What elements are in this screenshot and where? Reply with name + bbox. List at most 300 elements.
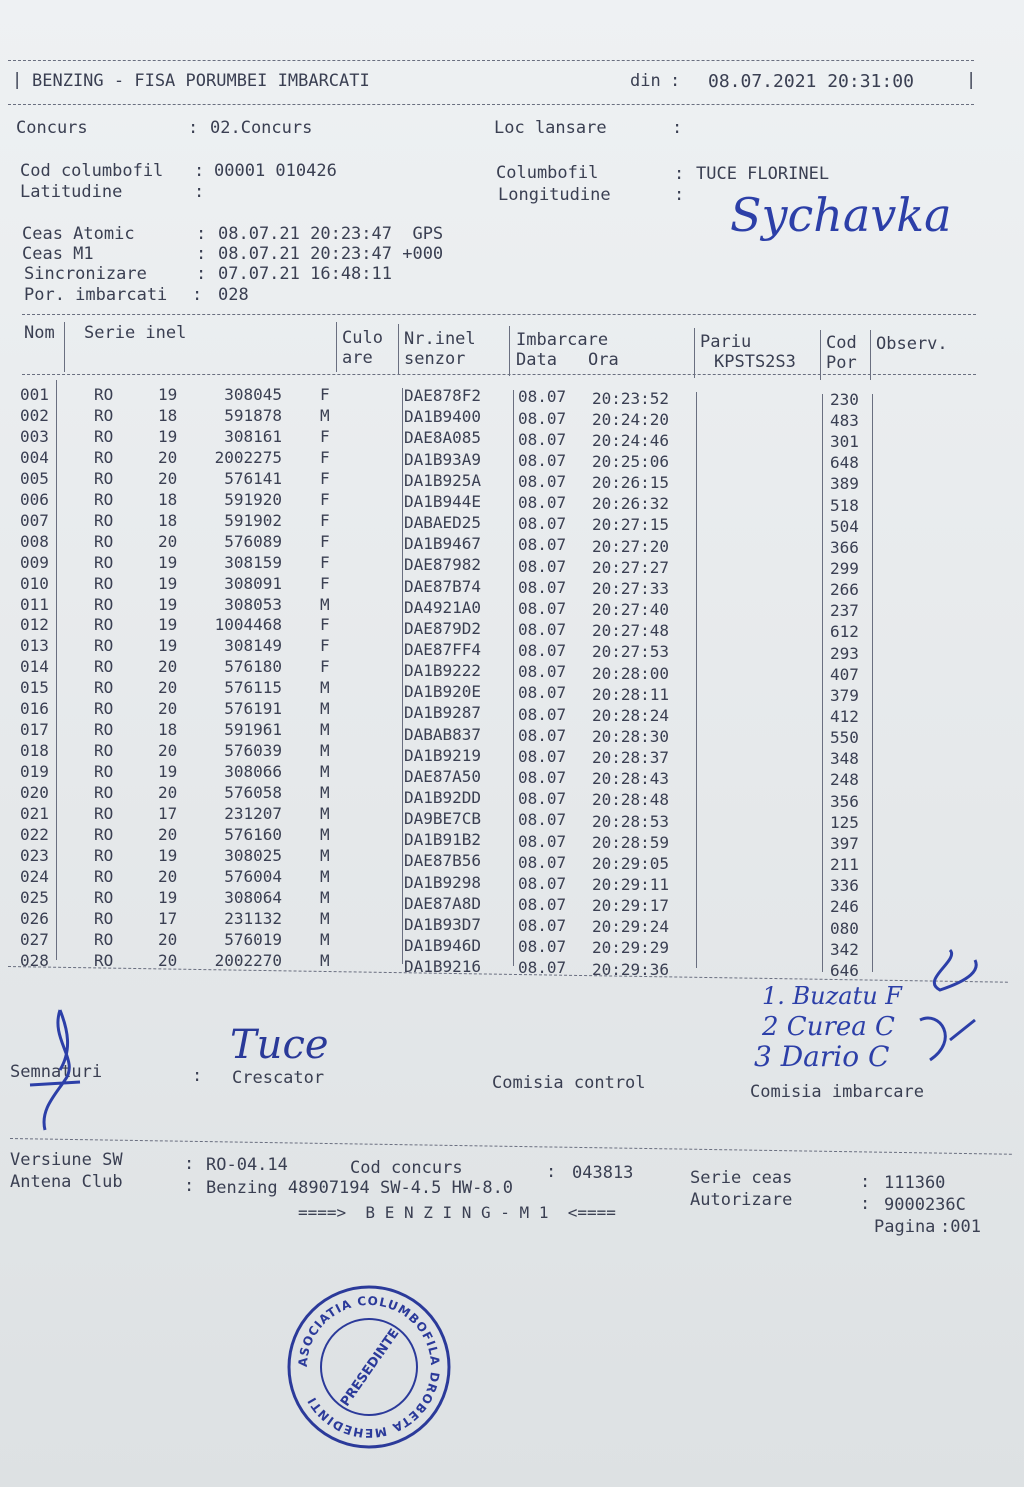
serie-ceas-colon: : <box>860 1172 871 1192</box>
cell-senzor: DA1B93A9 <box>404 449 482 469</box>
cell-an: 18 <box>158 720 178 740</box>
cell-nr: 576191 <box>224 699 282 719</box>
cell-data: 08.07 <box>518 746 567 766</box>
cell-an: 18 <box>158 405 178 425</box>
col-header-imbarcare: Imbarcare <box>516 330 609 350</box>
cell-sex: M <box>320 783 330 803</box>
por-imbarcati-value: 028 <box>218 285 249 305</box>
cell-an: 19 <box>158 573 178 593</box>
cell-senzor: DABAED25 <box>404 513 482 533</box>
cell-data: 08.07 <box>518 937 567 957</box>
cell-nr: 591961 <box>224 720 282 740</box>
longitudine-label: Longitudine <box>498 185 611 205</box>
handwritten-committee-2: 2 Curea C <box>762 1012 895 1042</box>
cell-data: 08.07 <box>518 894 567 914</box>
cell-an: 19 <box>158 887 178 907</box>
cell-senzor: DA1B91B2 <box>404 830 482 850</box>
cell-an: 17 <box>158 804 178 823</box>
sincronizare-label: Sincronizare <box>24 264 147 284</box>
col-sep <box>820 330 821 380</box>
cell-sex: M <box>320 866 330 886</box>
por-imbarcati-label: Por. imbarcati <box>24 285 168 305</box>
cell-ora: 20:28:48 <box>592 790 670 810</box>
cell-sex: M <box>320 845 330 865</box>
cell-nom: 003 <box>20 426 49 446</box>
por-imbarcati-colon: : <box>192 285 203 305</box>
cell-cod: 407 <box>830 664 859 684</box>
cell-an: 20 <box>158 468 178 488</box>
cell-data: 08.07 <box>518 387 567 407</box>
cell-an: 19 <box>158 615 178 635</box>
cell-nom: 017 <box>20 720 49 740</box>
versiune-value: RO-04.14 <box>206 1155 288 1175</box>
cell-cod: 248 <box>830 770 859 790</box>
cell-an: 20 <box>158 657 178 677</box>
table-row <box>0 695 1000 727</box>
cell-nr: 2002275 <box>214 447 282 467</box>
cell-nom: 024 <box>20 866 49 886</box>
cod-concurs-colon: : <box>546 1162 557 1182</box>
cell-data: 08.07 <box>518 535 567 555</box>
cell-senzor: DAE878F2 <box>404 386 482 406</box>
cell-nr: 308066 <box>224 762 282 782</box>
antena-value: Benzing 48907194 SW-4.5 HW-8.0 <box>206 1178 514 1198</box>
cod-concurs-value: 043813 <box>572 1163 634 1183</box>
cell-an: 20 <box>158 699 178 719</box>
cell-cod: 266 <box>830 580 859 600</box>
cell-nom: 007 <box>20 510 49 530</box>
cell-cod: 483 <box>830 410 859 430</box>
cell-data: 08.07 <box>518 831 567 851</box>
cell-sex: F <box>320 552 330 572</box>
cell-ora: 20:29:05 <box>592 853 670 873</box>
cell-nr: 308025 <box>224 845 282 865</box>
concurs-label: Concurs <box>16 118 88 138</box>
ceas-m1-label: Ceas M1 <box>22 244 94 264</box>
cell-an: 20 <box>158 741 178 761</box>
cell-an: 20 <box>158 678 178 698</box>
cell-senzor: DA1B944E <box>404 491 482 511</box>
cell-sex: M <box>320 887 330 907</box>
cell-ora: 20:29:36 <box>592 959 670 979</box>
cell-senzor: DA1B9298 <box>404 872 482 892</box>
cell-cod: 504 <box>830 516 859 536</box>
loc-lansare-label: Loc lansare <box>494 118 607 138</box>
cell-sex: M <box>320 950 330 970</box>
cell-nom: 027 <box>20 929 49 949</box>
cell-cod: 366 <box>830 537 859 557</box>
cell-tara: RO <box>94 824 114 844</box>
table-row <box>0 508 1000 536</box>
report-date-value: 08.07.2021 20:31:00 <box>708 71 914 92</box>
cell-tara: RO <box>94 887 114 907</box>
cell-nr: 576019 <box>224 929 282 949</box>
cell-data: 08.07 <box>518 577 567 597</box>
cell-data: 08.07 <box>518 662 567 682</box>
cell-senzor: DAE87A8D <box>404 893 482 913</box>
cell-tara: RO <box>94 385 114 404</box>
cell-data: 08.07 <box>518 873 567 893</box>
cell-an: 19 <box>158 594 178 614</box>
cell-cod: 348 <box>830 749 859 769</box>
cell-ora: 20:26:15 <box>592 473 670 493</box>
cell-nom: 018 <box>20 741 49 761</box>
cell-ora: 20:27:20 <box>592 536 670 556</box>
cell-sex: F <box>320 426 330 446</box>
longitudine-colon: : <box>674 185 685 205</box>
cell-tara: RO <box>94 510 114 530</box>
cell-tara: RO <box>94 468 114 488</box>
cell-ora: 20:28:30 <box>592 726 670 746</box>
pagina-value: :001 <box>940 1217 981 1237</box>
cell-an: 20 <box>158 929 178 949</box>
table-row <box>0 902 1000 938</box>
cell-data: 08.07 <box>518 704 567 724</box>
cell-ora: 20:28:00 <box>592 663 670 683</box>
table-row <box>0 777 1000 811</box>
columbofil-colon: : <box>674 164 685 184</box>
cell-senzor: DAE8A085 <box>404 428 482 448</box>
cell-nom: 010 <box>20 573 49 593</box>
cell-nom: 002 <box>20 405 49 425</box>
cell-nom: 001 <box>20 385 49 404</box>
table-row <box>0 922 1000 959</box>
concurs-colon: : <box>188 118 199 138</box>
cell-tara: RO <box>94 447 114 467</box>
crescator-label: Crescator <box>232 1068 325 1088</box>
header-bottom-rule <box>8 104 974 105</box>
cell-ora: 20:24:46 <box>592 430 670 450</box>
cell-senzor: DABAB837 <box>404 724 482 744</box>
cell-data: 08.07 <box>518 408 567 428</box>
report-title: BENZING - FISA PORUMBEI IMBARCATI <box>32 71 370 91</box>
signature-scribble-left <box>20 1000 100 1140</box>
cell-nr: 231132 <box>224 908 282 928</box>
cell-cod: 342 <box>830 939 859 959</box>
table-row <box>0 839 1000 875</box>
semnaturi-label: Semnaturi <box>10 1062 103 1082</box>
stamp-center-text: PRESEDINTE <box>338 1326 403 1410</box>
col-header-ora: Ora <box>588 350 619 370</box>
table-row <box>0 488 1000 515</box>
cell-an: 19 <box>158 636 178 656</box>
cell-an: 19 <box>158 845 178 865</box>
cell-senzor: DAE87B74 <box>404 576 482 596</box>
cod-columbofil-label: Cod columbofil <box>20 161 164 181</box>
cell-data: 08.07 <box>518 683 567 703</box>
cell-data: 08.07 <box>518 556 567 576</box>
cell-nom: 028 <box>20 950 49 970</box>
sincronizare-colon: : <box>196 264 207 284</box>
cell-ora: 20:27:27 <box>592 557 670 577</box>
signature-scribble-right <box>880 940 990 1080</box>
cell-nom: 004 <box>20 447 49 467</box>
cell-data: 08.07 <box>518 725 567 745</box>
col-header-culoare: Culo <box>342 328 383 348</box>
cell-senzor: DA1B9219 <box>404 745 482 765</box>
cell-tara: RO <box>94 573 114 593</box>
cell-nom: 015 <box>20 678 49 698</box>
col-sep <box>398 324 399 374</box>
cell-sex: M <box>320 804 330 823</box>
cell-cod: 299 <box>830 558 859 578</box>
stamp-outer-text: ASOCIATIA COLUMBOFILA DROBETA MEHEDINTI <box>295 1293 443 1441</box>
ceas-atomic-value: 08.07.21 20:23:47 GPS <box>218 224 444 244</box>
cell-sex: M <box>320 929 330 949</box>
cell-sex: F <box>320 385 330 404</box>
cell-nom: 023 <box>20 845 49 865</box>
table-row <box>0 529 1000 557</box>
cell-ora: 20:27:33 <box>592 578 670 598</box>
cell-senzor: DAE87B56 <box>404 851 482 871</box>
cell-ora: 20:28:11 <box>592 684 670 704</box>
cell-nom: 025 <box>20 887 49 907</box>
cell-tara: RO <box>94 866 114 886</box>
cell-sex: F <box>320 489 330 509</box>
cell-cod: 412 <box>830 707 859 727</box>
col-header-culoare-2: are <box>342 348 373 368</box>
cell-senzor: DAE87982 <box>404 555 482 575</box>
table-row <box>0 632 1000 663</box>
cell-data: 08.07 <box>518 852 567 872</box>
table-row <box>0 819 1000 853</box>
col-header-data: Data <box>516 350 557 370</box>
cell-nom: 026 <box>20 908 49 928</box>
col-header-nr-inel: Nr.inel <box>404 329 476 349</box>
cell-sex: F <box>320 447 330 467</box>
cell-data: 08.07 <box>518 810 567 830</box>
cell-ora: 20:29:17 <box>592 896 670 916</box>
table-header-rule <box>22 374 976 375</box>
cell-tara: RO <box>94 908 114 928</box>
loc-lansare-colon: : <box>672 118 683 138</box>
cell-an: 20 <box>158 950 178 970</box>
col-header-kpsts: KPSTS2S3 <box>714 352 796 372</box>
cell-nr: 591878 <box>224 405 282 425</box>
cell-nr: 591902 <box>224 510 282 530</box>
table-row <box>0 943 1000 980</box>
header-left-bar: | <box>12 70 23 90</box>
cell-data: 08.07 <box>518 598 567 618</box>
cell-an: 19 <box>158 385 178 404</box>
table-row <box>0 881 1000 917</box>
cell-data: 08.07 <box>518 514 567 534</box>
cell-ora: 20:28:43 <box>592 769 670 789</box>
cell-nom: 008 <box>20 531 49 551</box>
cell-senzor: DAE87FF4 <box>404 639 482 659</box>
col-sep <box>509 326 510 376</box>
cell-senzor: DA1B93D7 <box>404 914 482 934</box>
cell-cod: 125 <box>830 812 859 832</box>
table-row <box>0 860 1000 896</box>
cell-ora: 20:27:48 <box>592 621 670 641</box>
concurs-value: 02.Concurs <box>210 118 313 138</box>
cell-tara: RO <box>94 657 114 677</box>
cell-ora: 20:28:37 <box>592 748 670 768</box>
ceas-atomic-label: Ceas Atomic <box>22 224 135 244</box>
cell-sex: F <box>320 657 330 677</box>
cell-nr: 591920 <box>224 489 282 509</box>
cell-sex: M <box>320 741 330 761</box>
cell-sex: M <box>320 720 330 740</box>
cell-cod: 246 <box>830 897 859 917</box>
cell-an: 17 <box>158 908 178 928</box>
cell-nr: 308045 <box>224 385 282 404</box>
cell-tara: RO <box>94 531 114 551</box>
cell-nr: 576180 <box>224 657 282 677</box>
header-top-rule <box>8 60 974 61</box>
cell-sex: F <box>320 615 330 635</box>
cell-ora: 20:27:53 <box>592 642 670 662</box>
cell-nom: 020 <box>20 783 49 803</box>
autorizare-value: 9000236C <box>884 1195 966 1215</box>
cell-data: 08.07 <box>518 429 567 449</box>
benzing-banner: ====> B E N Z I N G - M 1 <==== <box>298 1203 616 1222</box>
cell-ora: 20:23:52 <box>592 388 670 408</box>
cell-nr: 576004 <box>224 866 282 886</box>
table-row <box>0 798 1000 832</box>
serie-ceas-label: Serie ceas <box>690 1168 793 1188</box>
cell-senzor: DAE879D2 <box>404 618 482 638</box>
cell-sex: M <box>320 594 330 614</box>
cell-nr: 576058 <box>224 783 282 803</box>
table-row <box>0 550 1000 578</box>
cell-nr: 308091 <box>224 573 282 593</box>
cell-nr: 308149 <box>224 636 282 656</box>
cell-ora: 20:26:32 <box>592 494 670 514</box>
cell-nr: 308159 <box>224 552 282 572</box>
table-row <box>0 405 1000 430</box>
cell-tara: RO <box>94 699 114 719</box>
columbofil-value: TUCE FLORINEL <box>696 164 830 184</box>
cell-senzor: DA1B9222 <box>404 661 482 681</box>
table-top-rule <box>22 314 976 315</box>
col-header-senzor: senzor <box>404 349 466 369</box>
cell-ora: 20:29:11 <box>592 875 670 895</box>
cell-sex: F <box>320 573 330 593</box>
cell-data: 08.07 <box>518 916 567 936</box>
autorizare-colon: : <box>860 1194 871 1214</box>
cell-tara: RO <box>94 950 114 970</box>
cell-nr: 308053 <box>224 594 282 614</box>
table-row <box>0 570 1000 600</box>
cell-nom: 014 <box>20 657 49 677</box>
cell-nr: 308161 <box>224 426 282 446</box>
cell-an: 18 <box>158 489 178 509</box>
cell-nom: 013 <box>20 636 49 656</box>
cell-tara: RO <box>94 762 114 782</box>
col-header-pariu: Pariu <box>700 332 752 352</box>
cell-tara: RO <box>94 804 114 823</box>
table-row <box>0 384 1000 409</box>
cell-data: 08.07 <box>518 958 567 978</box>
cell-data: 08.07 <box>518 450 567 470</box>
col-header-cod: Cod <box>826 333 857 353</box>
cell-ora: 20:24:20 <box>592 409 670 429</box>
comisia-imbarcare-label: Comisia imbarcare <box>750 1082 924 1102</box>
cell-sex: M <box>320 405 330 425</box>
latitudine-colon: : <box>194 182 205 202</box>
cell-nom: 012 <box>20 615 49 635</box>
cell-senzor: DA1B920E <box>404 682 482 702</box>
cell-tara: RO <box>94 720 114 740</box>
cell-cod: 379 <box>830 685 859 705</box>
col-header-nom: Nom <box>24 323 55 343</box>
cell-cod: 237 <box>830 601 859 621</box>
cell-an: 19 <box>158 762 178 782</box>
cell-an: 20 <box>158 866 178 886</box>
cell-cod: 550 <box>830 728 859 748</box>
serie-ceas-value: 111360 <box>884 1173 946 1193</box>
pagina-label: Pagina <box>874 1217 936 1237</box>
cell-senzor: DA1B925A <box>404 470 482 490</box>
cell-an: 19 <box>158 426 178 446</box>
cell-cod: 397 <box>830 833 859 853</box>
cell-data: 08.07 <box>518 620 567 640</box>
col-sep <box>694 328 695 378</box>
table-row <box>0 612 1000 642</box>
cell-tara: RO <box>94 426 114 446</box>
cell-an: 19 <box>158 552 178 572</box>
cell-ora: 20:28:24 <box>592 705 670 725</box>
cell-nr: 576115 <box>224 678 282 698</box>
cell-sex: M <box>320 678 330 698</box>
association-stamp <box>284 1282 454 1452</box>
cell-cod: 612 <box>830 622 859 642</box>
cell-nom: 009 <box>20 552 49 572</box>
cell-cod: 389 <box>830 474 859 494</box>
cell-tara: RO <box>94 594 114 614</box>
report-date-label: din <box>630 71 661 91</box>
cell-senzor: DAE87A50 <box>404 766 482 786</box>
col-sep <box>870 330 871 380</box>
cell-nom: 006 <box>20 489 49 509</box>
cell-tara: RO <box>94 552 114 572</box>
cell-cod: 336 <box>830 876 859 896</box>
cell-ora: 20:27:40 <box>592 600 670 620</box>
handwritten-location: Sychavka <box>730 188 952 242</box>
cell-cod: 211 <box>830 855 859 875</box>
latitudine-label: Latitudine <box>20 182 123 202</box>
cell-nom: 005 <box>20 468 49 488</box>
cell-cod: 356 <box>830 791 859 811</box>
ceas-m1-value: 08.07.21 20:23:47 +000 <box>218 244 444 264</box>
cell-an: 20 <box>158 531 178 551</box>
cell-senzor: DA1B9400 <box>404 407 482 427</box>
table-row <box>0 715 1000 748</box>
cell-tara: RO <box>94 845 114 865</box>
report-date-colon: : <box>670 71 681 91</box>
cell-nr: 231207 <box>224 804 282 823</box>
cell-senzor: DA1B946D <box>404 936 482 956</box>
cell-sex: M <box>320 908 330 928</box>
handwritten-committee-3: 3 Dario C <box>754 1040 890 1073</box>
table-row <box>0 446 1000 473</box>
cod-columbofil-colon: : <box>194 161 205 181</box>
cell-ora: 20:29:24 <box>592 917 670 937</box>
cell-sex: M <box>320 824 330 844</box>
columbofil-label: Columbofil <box>496 163 599 183</box>
table-row <box>0 674 1000 705</box>
cell-senzor: DA9BE7CB <box>404 809 482 829</box>
table-row <box>0 757 1000 790</box>
cod-concurs-label: Cod concurs <box>350 1158 463 1178</box>
cell-nr: 1004468 <box>214 615 282 635</box>
cell-nom: 021 <box>20 804 49 823</box>
cell-tara: RO <box>94 741 114 761</box>
cell-ora: 20:29:29 <box>592 938 670 958</box>
cell-sex: F <box>320 636 330 656</box>
